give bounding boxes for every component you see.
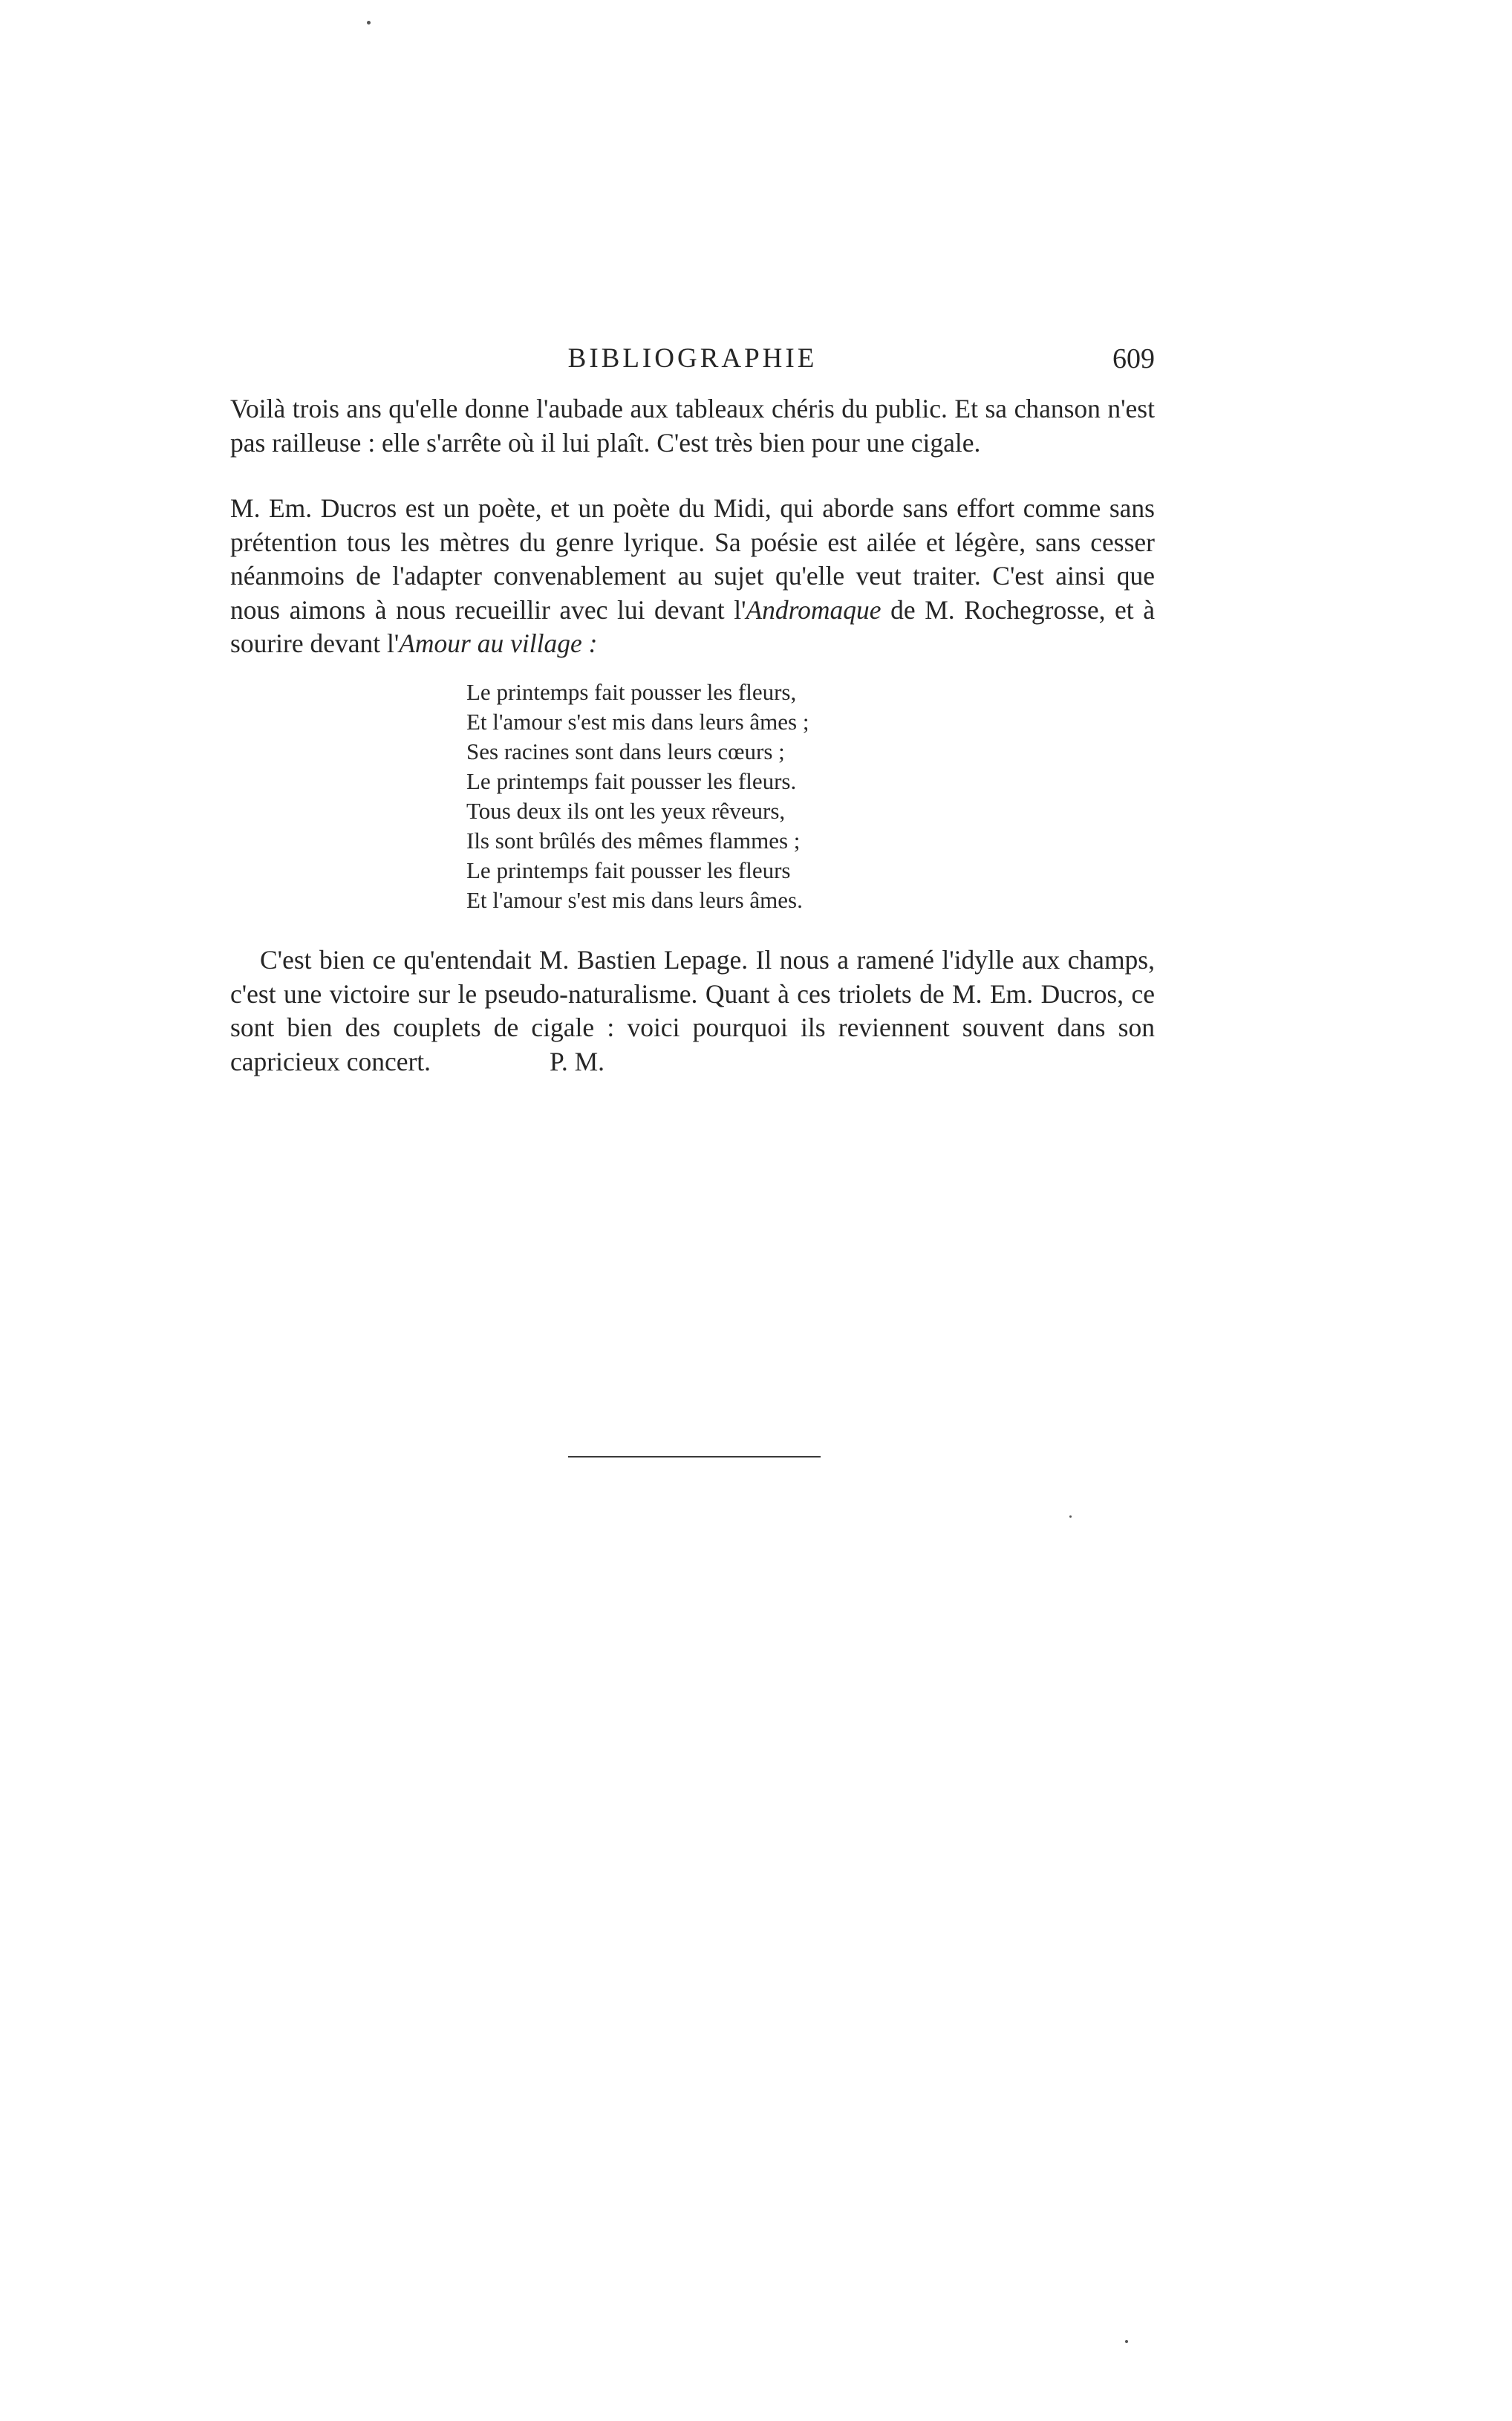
poem-line: Et l'amour s'est mis dans leurs âmes. [466, 887, 803, 913]
paper-speck [1069, 1515, 1072, 1518]
paragraph-ducros [230, 492, 1155, 661]
paragraph-ducros-text: M. Em. Ducros est un poète, et un poète du Midi, qui aborde sans effort comme sans prétention tous les mètres du genre lyrique. Sa poésie est ailée et légère, sans cesser néanmoins de l'adapter convenablement au sujet qu'elle veut traiter. C'est ainsi que nous aimons à nous recueillir avec lui devant l' [230, 493, 1155, 625]
poem-line: Le printemps fait pousser les fleurs, [466, 679, 797, 705]
paragraph-bastien-lepage-text: C'est bien ce qu'entendait M. Bastien Lepage. Il nous a ramené l'idylle aux champs, c'est une victoire sur le pseudo-naturalisme. Quant à ces triolets de M. Em. Ducros, ce sont bien des couplets de cigale : voici pourquoi ils reviennent souvent dans son capricieux concert. [230, 945, 1155, 1076]
poem-line: Et l'amour s'est mis dans leurs âmes ; [466, 709, 809, 735]
paragraph-ducros-text-2: de M. Rochegrosse, et à sourire devant l' [230, 594, 1155, 658]
paragraph-bastien-lepage [230, 943, 1155, 1079]
running-head [230, 338, 1155, 380]
poem-line: Le printemps fait pousser les fleurs. [466, 768, 797, 794]
poem-line: Ils sont brûlés des mêmes flammes ; [466, 828, 801, 854]
author-signature: P. M. [550, 1046, 605, 1076]
poem-line: Le printemps fait pousser les fleurs [466, 857, 791, 883]
title-amour-au-village: Amour au village : [399, 628, 598, 658]
poem-line: Tous deux ils ont les yeux rêveurs, [466, 798, 786, 824]
paper-speck [367, 21, 371, 25]
paragraph-aubade: Voilà trois ans qu'elle donne l'aubade aux tableaux chéris du public. Et sa chanson n'est pas railleuse : elle s'arrête où il lui plaît. C'est très bien pour une cigale. [230, 394, 1155, 458]
running-title: BIBLIOGRAPHIE [567, 343, 818, 374]
paper-speck [1125, 2340, 1128, 2343]
title-andromaque: Andromaque [746, 594, 882, 625]
page-number: 609 [1112, 343, 1155, 374]
section-end-rule [568, 1456, 821, 1458]
triolet-poem [466, 677, 809, 915]
poem-line: Ses racines sont dans leurs cœurs ; [466, 738, 785, 764]
